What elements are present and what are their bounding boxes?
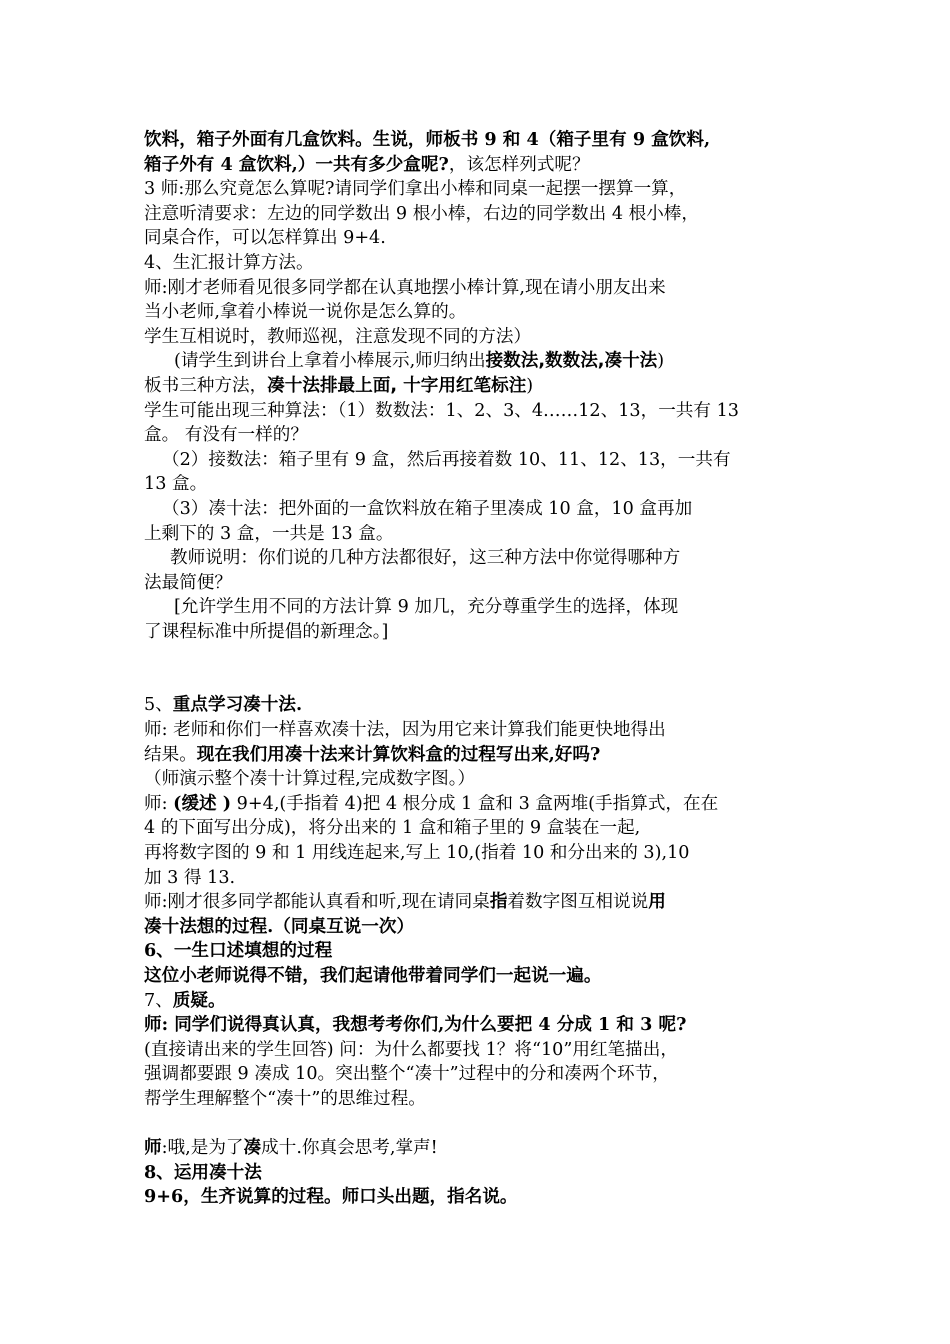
text-run: 指 xyxy=(489,892,508,913)
text-line xyxy=(144,448,814,473)
text-line xyxy=(144,595,814,620)
text-line xyxy=(144,571,814,596)
text-line xyxy=(144,128,814,153)
text-line xyxy=(144,251,814,276)
text-run: 盒。 有没有一样的？ xyxy=(144,425,308,446)
text-line xyxy=(144,1062,814,1087)
text-run: 现在我们用凑十法来计算饮料盒的过程写出来,好吗? xyxy=(196,743,601,765)
text-run: 法最简便？ xyxy=(144,572,232,593)
text-line xyxy=(144,989,814,1014)
text-run: :哦,是为了 xyxy=(161,1138,244,1159)
text-line xyxy=(144,841,814,866)
text-run: 凑十法排最上面, 十字用红笔标注 xyxy=(267,375,527,396)
text-line xyxy=(144,1038,814,1063)
text-line xyxy=(144,1013,814,1038)
blank-line xyxy=(144,644,814,693)
text-line xyxy=(144,276,814,301)
text-run: 教师说明：你们说的几种方法都很好，这三种方法中你觉得哪种方 xyxy=(170,548,681,569)
text-line xyxy=(144,177,814,202)
text-line xyxy=(144,497,814,522)
text-run: （2）接数法：箱子里有 9 盒，然后再接着数 10、11、12、13，一共有 xyxy=(162,449,731,470)
text-run: 师: xyxy=(144,793,174,814)
text-run: 接数法,数数法,凑十法 xyxy=(485,351,658,372)
text-line xyxy=(144,374,814,399)
text-run: (直接请出来的学生回答) 问：为什么都要找 1？将“10”用红笔描出， xyxy=(144,1039,678,1060)
text-line xyxy=(144,915,814,940)
text-run: ，该怎样列式呢？ xyxy=(448,154,590,175)
text-line xyxy=(144,472,814,497)
text-line xyxy=(144,866,814,891)
text-run: （师演示整个凑十计算过程,完成数字图。） xyxy=(144,769,476,790)
text-run: 6、一生口述填想的过程 xyxy=(144,940,333,962)
text-line xyxy=(144,964,814,989)
text-line xyxy=(144,153,814,178)
text-run: ) xyxy=(657,351,665,372)
text-run: 7、 xyxy=(144,990,173,1011)
text-run: 师:刚才老师看见很多同学都在认真地摆小棒计算,现在请小朋友出来 xyxy=(144,277,666,298)
text-line xyxy=(144,522,814,547)
text-run: 师: 老师和你们一样喜欢凑十法，因为用它来计算我们能更快地得出 xyxy=(144,720,666,741)
text-run: 板书三种方法， xyxy=(144,375,268,396)
text-run: 饮料，箱子外面有几盒饮料。生说，师板书 9 和 4（箱子里有 9 盒饮料, xyxy=(144,129,711,150)
text-run: 13 盒。 xyxy=(144,474,208,495)
blank-line xyxy=(144,1112,814,1137)
text-line xyxy=(144,202,814,227)
text-run: 这位小老师说得不错，我们起请他带着同学们一起说一遍。 xyxy=(144,965,602,986)
text-line xyxy=(144,1161,814,1186)
text-line xyxy=(144,1136,814,1161)
text-line xyxy=(144,693,814,718)
text-run: 4 的下面写出分成)，将分出来的 1 盒和箱子里的 9 盒装在一起, xyxy=(144,818,641,839)
text-run: 师 xyxy=(144,1138,162,1159)
document-page xyxy=(144,128,814,1210)
text-run: 重点学习凑十法. xyxy=(172,694,303,716)
text-run: 当小老师,拿着小棒说一说你是怎么算的。 xyxy=(144,302,467,323)
text-line xyxy=(144,743,814,768)
text-line xyxy=(144,546,814,571)
text-line xyxy=(144,767,814,792)
text-run: 成十.你真会思考,掌声! xyxy=(261,1138,438,1159)
text-line xyxy=(144,890,814,915)
text-run: (请学生到讲台上拿着小棒展示,师归纳出 xyxy=(174,351,486,372)
text-run: 注意听清要求：左边的同学数出 9 根小棒，右边的同学数出 4 根小棒， xyxy=(144,203,699,224)
text-run: 再将数字图的 9 和 1 用线连起来,写上 10,(指着 10 和分出来的 3),10 xyxy=(144,843,690,864)
text-run: 学生互相说时，教师巡视，注意发现不同的方法） xyxy=(144,326,532,347)
text-run: (缓述 ) xyxy=(173,792,232,814)
text-run: [允许学生用不同的方法计算 9 加几，充分尊重学生的选择，体现 xyxy=(174,597,679,618)
text-run: （3）凑十法：把外面的一盒饮料放在箱子里凑成 10 盒，10 盒再加 xyxy=(162,498,693,519)
text-line xyxy=(144,325,814,350)
text-run: 凑十法想的过程.（同桌互说一次） xyxy=(144,915,415,937)
text-run: 着数字图互相说说 xyxy=(507,892,649,913)
text-run: 上剩下的 3 盒，一共是 13 盒。 xyxy=(144,523,394,544)
text-run: 9+6，生齐说算的过程。师口头出题，指名说。 xyxy=(144,1186,518,1208)
text-run: 箱子外有 4 盒饮料,）一共有多少盒呢? xyxy=(144,153,449,175)
text-line xyxy=(144,423,814,448)
text-line xyxy=(144,816,814,841)
text-line xyxy=(144,300,814,325)
text-run: 9+4,(手指着 4)把 4 根分成 1 盒和 3 盒两堆(手指算式，在在 xyxy=(231,793,719,814)
text-line xyxy=(144,939,814,964)
text-run: 强调都要跟 9 凑成 10。突出整个“凑十”过程中的分和凑两个环节， xyxy=(144,1064,670,1085)
text-line xyxy=(144,1087,814,1112)
text-run: 3 师:那么究竟怎么算呢?请同学们拿出小棒和同桌一起摆一摆算一算， xyxy=(144,179,687,200)
text-line xyxy=(144,349,814,374)
text-run: 4、生汇报计算方法。 xyxy=(144,252,314,273)
text-run: 用 xyxy=(648,892,666,913)
text-run: 学生可能出现三种算法：（1）数数法：1、2、3、4……12、13，一共有 13 xyxy=(144,400,739,421)
text-run: 了课程标准中所提倡的新理念。] xyxy=(144,621,389,642)
text-run: ) xyxy=(526,375,534,396)
text-run: 师:刚才很多同学都能认真看和听,现在请同桌 xyxy=(144,892,490,913)
text-run: 加 3 得 13. xyxy=(144,867,236,888)
text-run: 凑 xyxy=(243,1138,262,1159)
text-run: 8、运用凑十法 xyxy=(144,1161,262,1183)
text-run: 帮学生理解整个“凑十”的思维过程。 xyxy=(144,1088,426,1109)
text-line xyxy=(144,620,814,645)
text-run: 同桌合作，可以怎样算出 9+4. xyxy=(144,228,386,249)
text-run: 结果。 xyxy=(144,744,197,765)
text-line xyxy=(144,792,814,817)
text-run: 5、 xyxy=(144,695,173,716)
text-run: 质疑。 xyxy=(172,989,226,1011)
text-line xyxy=(144,1185,814,1210)
text-line xyxy=(144,399,814,424)
text-line xyxy=(144,226,814,251)
text-run: 师: 同学们说得真认真，我想考考你们,为什么要把 4 分成 1 和 3 呢? xyxy=(144,1014,687,1036)
text-line xyxy=(144,718,814,743)
